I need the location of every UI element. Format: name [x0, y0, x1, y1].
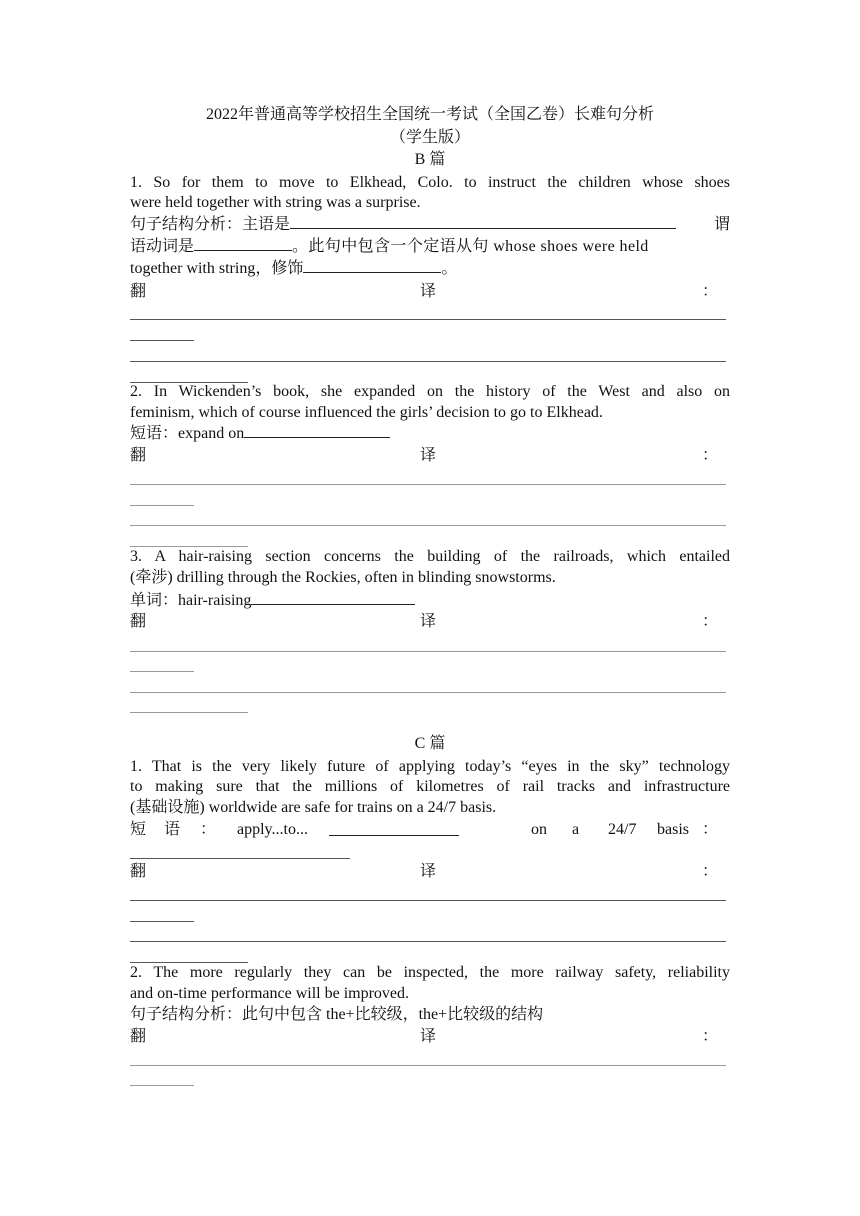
c-q2-analysis-line: 句子结构分析：此句中包含 the+比较级，the+比较级的结构 [130, 1006, 544, 1023]
c-q1-phrase-colon: ： [200, 821, 217, 838]
section-c-heading: C 篇 [414, 735, 446, 752]
b-q1-subject-label: 句子结构分析：主语是 [130, 216, 291, 233]
b-q2-sentence-line-1: 2. In Wickenden’s book, she expanded on the history of the West and also on [130, 383, 730, 400]
b-q3-answer-line-2[interactable] [130, 692, 726, 693]
b-q1-subject-blank[interactable] [290, 214, 676, 229]
b-q3-word-line [130, 590, 730, 611]
document-subtitle: （学生版） [389, 129, 470, 146]
c-q2-sentence-line-2: and on-time performance will be improved. [130, 985, 410, 1002]
b-q3-sentence-line-1: 3. A hair-raising section concerns the building of the railroads, which entailed [130, 548, 730, 565]
translation-char-2: 译 [420, 283, 437, 300]
b-q1-modifies-label: together with string，修饰 [130, 260, 304, 277]
c-q1-apply-blank[interactable] [329, 821, 459, 836]
translation-char-1: 翻 [130, 613, 147, 630]
translation-colon: ： [701, 863, 718, 880]
b-q2-sentence-line-2: feminism, which of course influenced the girls’ decision to go to Elkhead. [130, 404, 603, 421]
translation-colon: ： [701, 1028, 718, 1045]
c-q2-answer-line-1[interactable] [130, 1065, 726, 1066]
b-q3-answer-line-1[interactable] [130, 651, 726, 652]
b-q2-answer-line-2[interactable] [130, 525, 726, 526]
translation-char-1: 翻 [130, 447, 147, 464]
c-q1-answer-line-1[interactable] [130, 900, 726, 901]
b-q3-answer-line-1-tail[interactable] [130, 671, 194, 672]
c-q1-answer-line-2[interactable] [130, 941, 726, 942]
b-q1-analysis-line-3 [130, 258, 730, 279]
c-q2-sentence-line-1: 2. The more regularly they can be inspected, the more railway safety, reliability [130, 964, 730, 981]
c-q2-answer-line-1-tail[interactable] [130, 1085, 194, 1086]
c-q1-phrase-a: a [572, 821, 580, 838]
c-q1-phrase-line [130, 819, 730, 841]
b-q1-predicate-blank[interactable] [194, 236, 292, 251]
translation-char-2: 译 [420, 863, 437, 880]
c-q1-phrase-char-1: 短 [130, 821, 147, 838]
section-b-heading: B 篇 [414, 151, 446, 168]
b-q1-clause-text: 。此句中包含一个定语从句 whose shoes were held [292, 238, 649, 255]
b-q2-phrase-line [130, 423, 730, 444]
b-q1-analysis-line-1 [130, 214, 730, 235]
b-q3-word-blank[interactable] [251, 590, 415, 605]
translation-char-1: 翻 [130, 863, 147, 880]
c-q1-phrase-apply: apply...to... [237, 821, 308, 838]
b-q3-answer-line-2-tail[interactable] [130, 712, 248, 713]
b-q1-answer-line-1-tail[interactable] [130, 340, 194, 341]
b-q1-analysis-line-2 [130, 236, 730, 257]
translation-colon: ： [701, 613, 718, 630]
b-q2-phrase-blank[interactable] [244, 423, 390, 438]
translation-colon: ： [701, 447, 718, 464]
document-title: 2022年普通高等学校招生全国统一考试（全国乙卷）长难句分析 [205, 106, 654, 123]
c-q1-phrase-colon-end: ： [701, 821, 718, 838]
translation-colon: ： [701, 283, 718, 300]
c-q1-sentence-line-3: (基础设施) worldwide are safe for trains on a 24/7 basis. [130, 799, 497, 816]
b-q1-sentence-line-2: were held together with string was a surprise. [130, 194, 421, 211]
c-q1-sentence-line-2: to making sure that the millions of kilometres of rail tracks and infrastructure [130, 778, 730, 795]
c-q1-answer-line-1-tail[interactable] [130, 921, 194, 922]
translation-char-2: 译 [420, 1028, 437, 1045]
translation-char-1: 翻 [130, 1028, 147, 1045]
b-q1-answer-line-1[interactable] [130, 319, 726, 320]
b-q1-period: 。 [441, 260, 458, 277]
b-q3-sentence-line-2: (牵涉) drilling through the Rockies, often in blinding snowstorms. [130, 569, 556, 586]
b-q2-answer-line-1-tail[interactable] [130, 505, 194, 506]
c-q1-phrase-on: on [531, 821, 547, 838]
b-q1-predicate-label-start: 谓 [713, 216, 730, 233]
b-q2-answer-line-1[interactable] [130, 484, 726, 485]
b-q2-phrase-label: 短语：expand on [130, 425, 245, 442]
translation-char-2: 译 [420, 613, 437, 630]
c-q1-sentence-line-1: 1. That is the very likely future of applying today’s “eyes in the sky” technology [130, 758, 730, 775]
translation-char-1: 翻 [130, 283, 147, 300]
translation-char-2: 译 [420, 447, 437, 464]
b-q1-modifies-blank[interactable] [303, 258, 441, 273]
c-q1-phrase-247: 24/7 [608, 821, 637, 838]
c-q1-basis-blank[interactable] [130, 858, 350, 859]
b-q1-predicate-label: 语动词是 [130, 238, 195, 255]
b-q3-word-label: 单词：hair-raising [130, 592, 252, 609]
b-q1-answer-line-2[interactable] [130, 361, 726, 362]
c-q1-phrase-char-2: 语 [164, 821, 181, 838]
c-q1-phrase-basis: basis [657, 821, 689, 838]
b-q1-sentence-line-1: 1. So for them to move to Elkhead, Colo. to instruct the children whose shoes [130, 174, 730, 191]
